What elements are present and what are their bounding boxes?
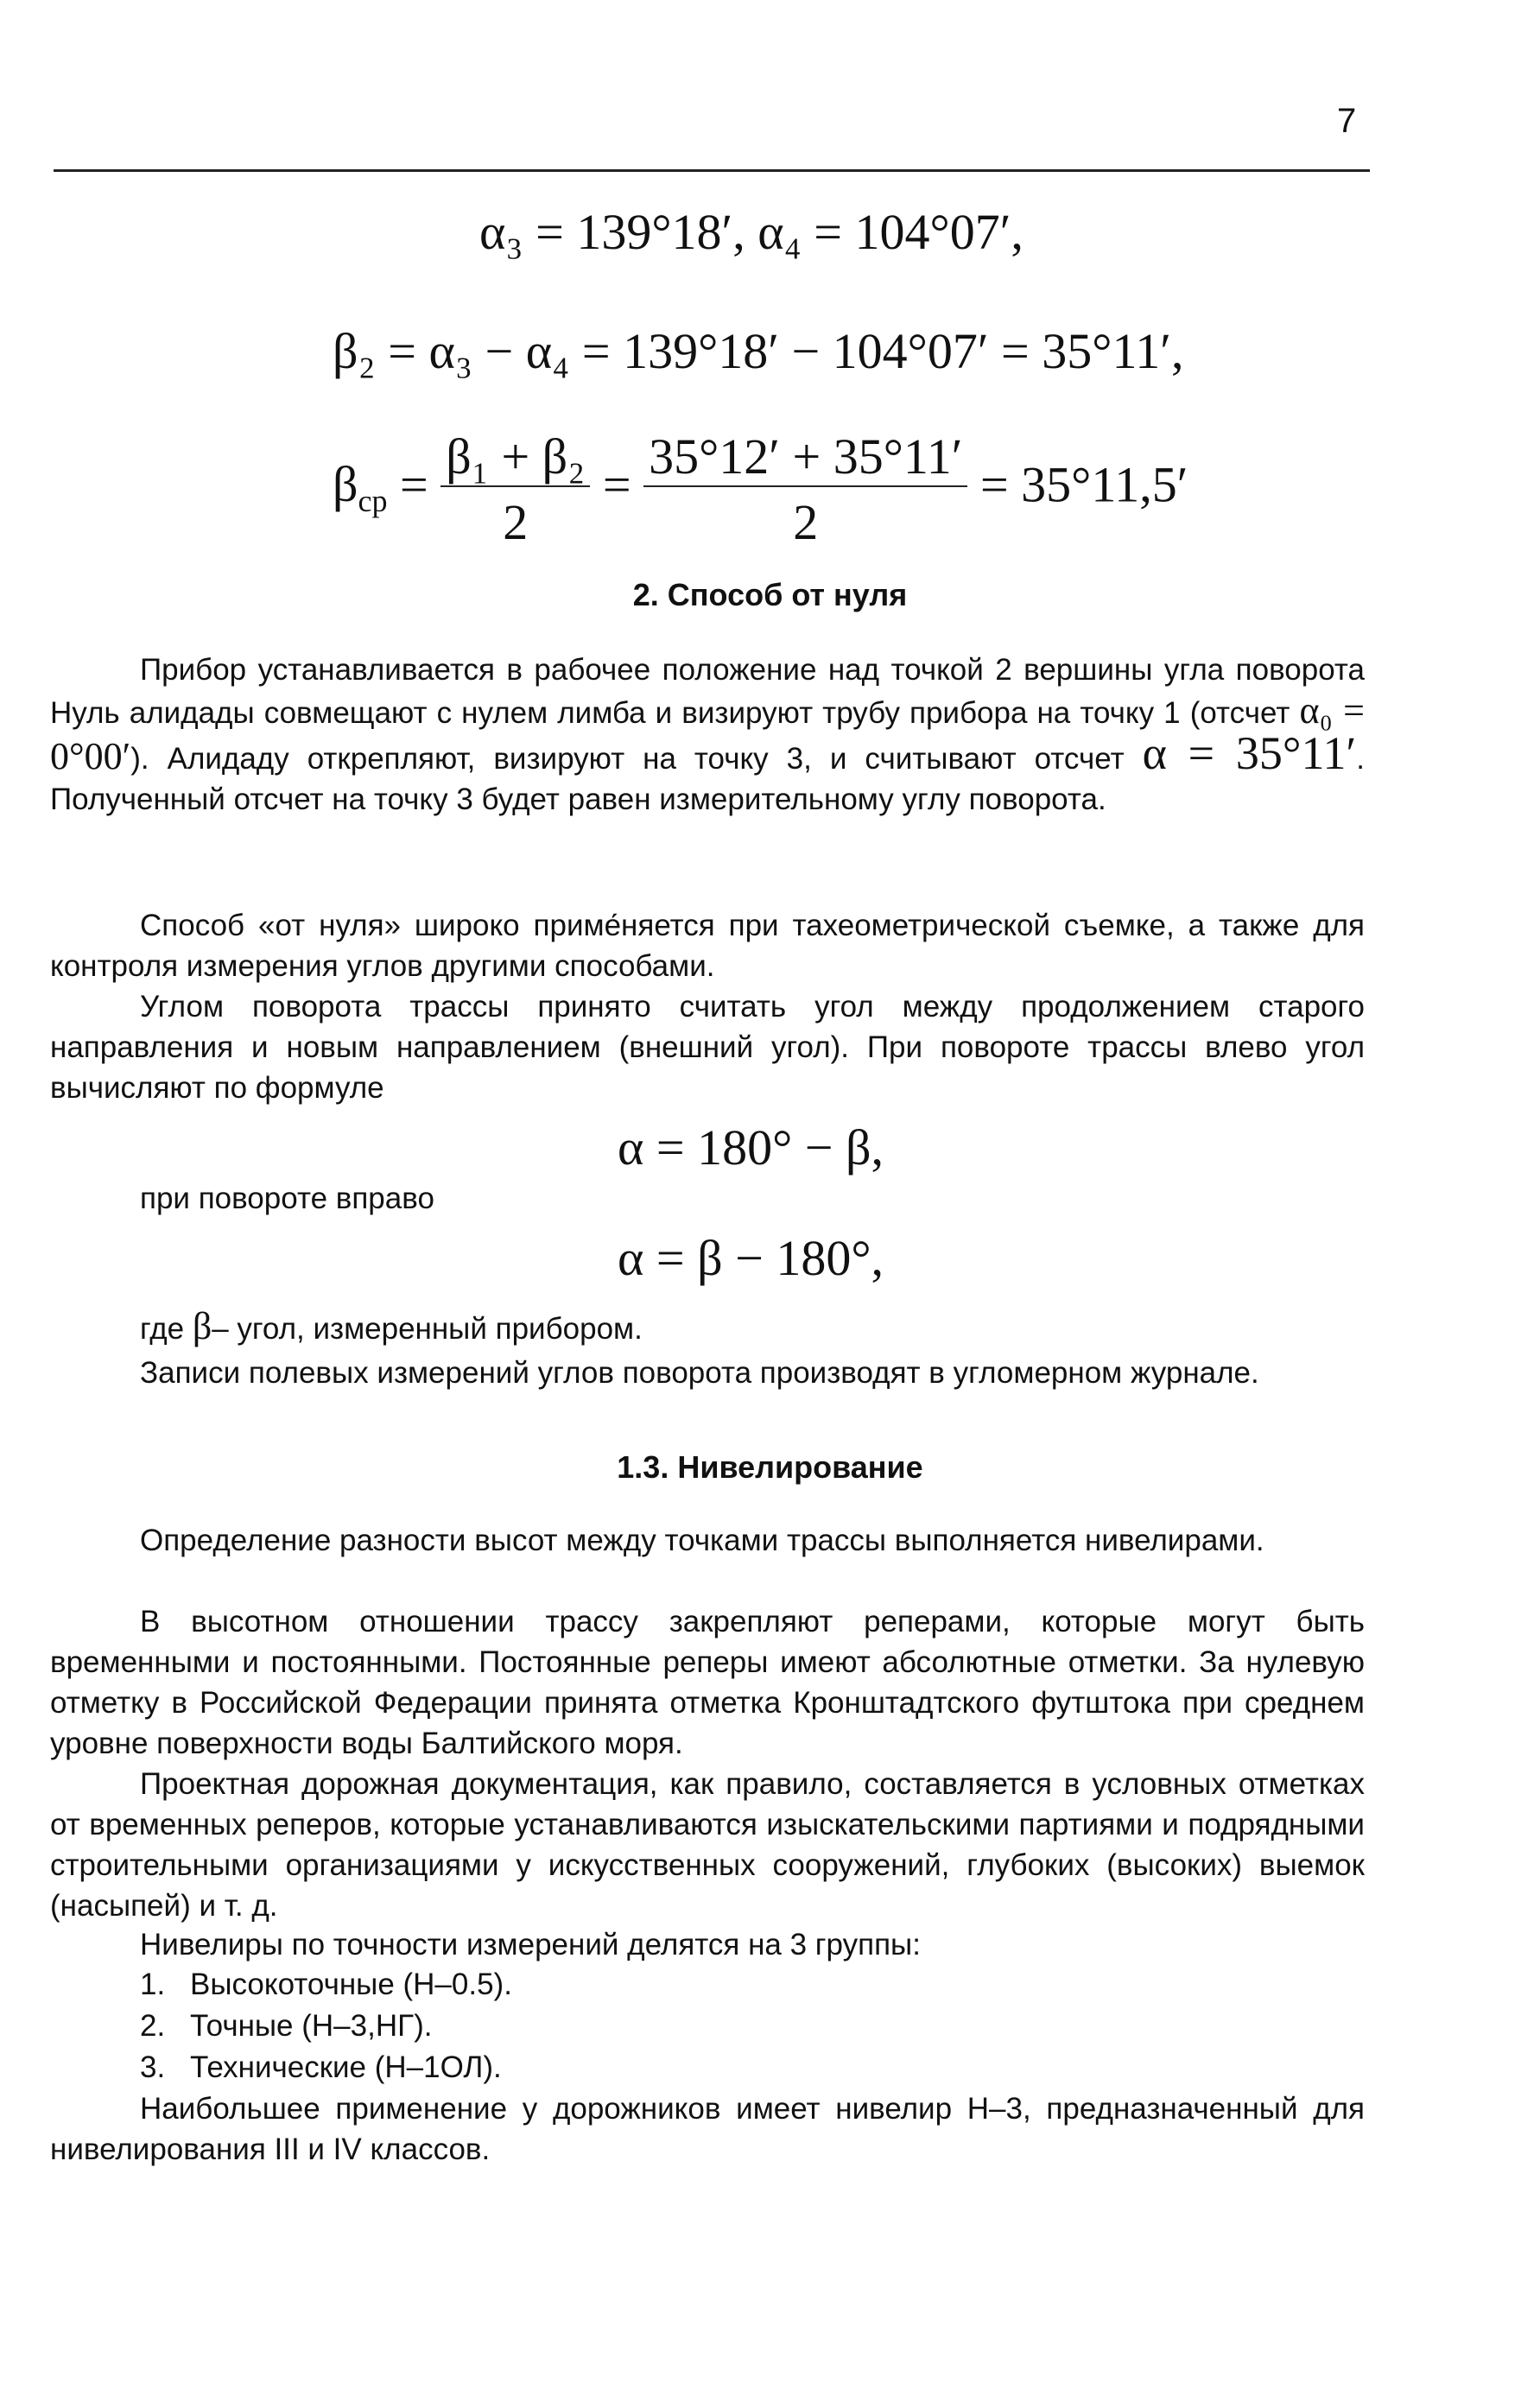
paragraph-benchmarks: В высотном отношении трассу закрепляют реперами, которые могут быть временными и постоянными. Постоянные реперы имеют абсолютные отметки. За нулевую отметку в Российской Федерации принята отметка Кронштадтского футштока при среднем уровне поверхности воды Балтийского моря. [50,1605,1365,1760]
paragraph-angle-journal: Записи полевых измерений углов поворота производят в угломерном журнале. [140,1356,1259,1390]
formula-left-turn: α = 180° − β, [618,1119,884,1176]
list-item: 1. Высокоточные (Н–0.5). [140,1968,512,2001]
paragraph-design-documentation: Проектная дорожная документация, как правило, составляется в условных отметках от временных реперов, которые устанавливаются изыскательскими партиями и подрядными строительными организациями у искусственных сооружений, глубоких (высоких) выемок (насыпей) и т. д. [50,1767,1365,1923]
text-beta-definition: где β– угол, измеренный прибором. [140,1305,643,1347]
formula-right-turn: α = β − 180°, [618,1230,884,1286]
text-right-turn: при повороте вправо [140,1182,434,1215]
list-item: 3. Технические (Н–1ОЛ). [140,2050,502,2084]
paragraph-zero-method-usage: Способ «от нуля» широко приме́няется при тахеометрической съемке, а также для контроля измерения углов другими способами. [50,909,1365,983]
formula-beta-average: $\beta_{ср}$ = $\frac{\text{β₁ + β₂}}{2}$ = $\frac{35^\circ 12' + 35^\circ 11'}{2}$ = 35°11,5′ [333,428,1188,550]
math-beta: β [192,1305,212,1347]
beta-avg-symbol: $\beta_{ср}$ [333,456,388,519]
page-number: 7 [1337,102,1357,140]
formula-alpha-readings: α₃ = 139°18′, α₄ = 104°07′, [479,204,1023,260]
section-heading-zero-method: 2. Способ от нуля [632,577,908,612]
math-alpha-reading: α = 35°11′ [1142,727,1357,779]
paragraph-height-difference: Определение разности высот между точками трассы выполняется нивелирами. [140,1524,1264,1557]
formula-beta2: β₂ = α₃ − α₄ = 139°18′ − 104°07′ = 35°11′, [333,323,1184,379]
list-item: 2. Точные (Н–3,НГ). [140,2009,433,2043]
section-heading-leveling: 1.3. Нивелирование [617,1449,923,1485]
text-level-groups: Нивелиры по точности измерений делятся на 3 группы: [140,1928,921,1962]
paragraph-n3-level: Наибольшее применение у дорожников имеет нивелир Н–3, предназначенный для нивелирования III и IV классов. [50,2092,1365,2166]
beta-average-result: = 35°11,5′ [979,456,1188,513]
paragraph-zero-method: Прибор устанавливается в рабочее положение над точкой 2 вершины угла поворота Нуль алидады совмещают с нулем лимба и визируют трубу прибора на точку 1 (отсчет α₀ = 0°00′). Алидаду открепляют, визируют на точку 3, и считывают отсчет α = 35°11′. Полученный отсчет на точку 3 будет равен измерительному углу поворота. [50,653,1365,816]
math-alpha-zero: α₀ = 0°00′ [50,689,1365,777]
fraction-symbolic: $\frac{\text{β₁ + β₂}}{2}$ [440,432,590,548]
paragraph-turn-angle: Углом поворота трассы принято считать угол между продолжением старого направления и новым направлением (внешний угол). При повороте трассы влево угол вычисляют по формуле [50,990,1365,1105]
header-rule [54,169,1370,172]
fraction-numeric: $\frac{35^\circ 12' + 35^\circ 11'}{2}$ [643,432,967,548]
